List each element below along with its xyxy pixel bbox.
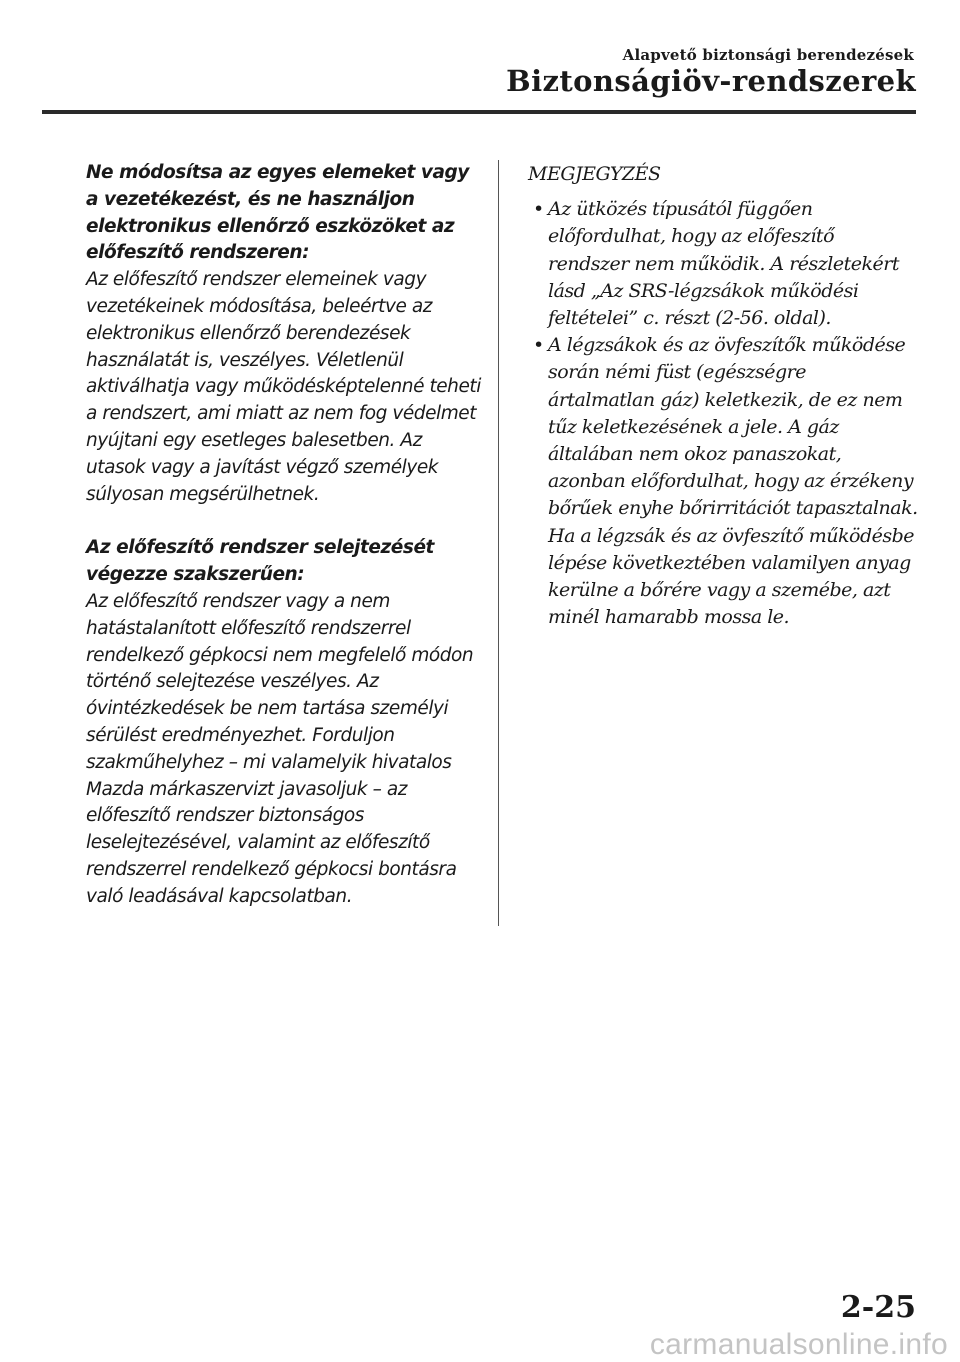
note-text: Az ütközés típusától függően előfordulhat, hogy az előfeszítő rendszer nem működik. A részletekért lásd „Az SRS-légzsákok működési feltételei” c. részt (2-56. oldal). xyxy=(548,198,899,330)
page-title: Biztonságiöv-rendszerek xyxy=(506,64,916,98)
page-number: 2-25 xyxy=(840,1290,916,1325)
note-text: A légzsákok és az övfeszítők működése során némi füst (egészségre ártalmatlan gáz) keletkezik, de ez nem tűz keletkezésének a jele. A gáz általában nem okoz panaszokat, azonban előfordulhat, hogy az érzékeny bőrűek enyhe bőrirritációt tapasztalnak. Ha a légzsák és az övfeszítő működésbe lépése következtében valamilyen anyag kerülne a bőrére vagy a szemébe, azt minél hamarabb mossa le. xyxy=(548,334,918,629)
warning-heading: Az előfeszítő rendszer selejtezését végezze szakszerűen: xyxy=(86,537,434,586)
bullet-icon: • xyxy=(533,334,544,357)
note-heading: MEGJEGYZÉS xyxy=(528,163,661,185)
warning-column xyxy=(86,160,482,911)
watermark: carmanualsonline.info xyxy=(649,1328,948,1361)
note-item xyxy=(528,332,918,631)
paragraph-spacer xyxy=(86,508,482,535)
note-column xyxy=(528,161,918,631)
note-list xyxy=(528,196,918,631)
warning-heading: Ne módosítsa az egyes elemeket vagy a vezetékezést, és ne használjon elektronikus ellenőrző eszközöket az előfeszítő rendszeren: xyxy=(86,162,469,264)
section-title: Alapvető biztonsági berendezések xyxy=(622,46,914,64)
bullet-icon: • xyxy=(533,198,544,221)
warning-body: Az előfeszítő rendszer elemeinek vagy vezetékeinek módosítása, beleértve az elektronikus ellenőrző berendezések használatát is, veszélyes. Véletlenül aktiválhatja vagy működésképtelenné teheti a rendszert, ami miatt az nem fog védelmet nyújtani egy esetleges balesetben. Az utasok vagy a javítást végző személyek súlyosan megsérülhetnek. xyxy=(86,269,481,505)
note-item xyxy=(528,196,918,332)
column-divider xyxy=(498,160,499,926)
header-divider xyxy=(42,110,916,114)
warning-body: Az előfeszítő rendszer vagy a nem hatástalanított előfeszítő rendszerrel rendelkező gépkocsi nem megfelelő módon történő selejtezése veszélyes. Az óvintézkedések be nem tartása személyi sérülést eredményezhet. Forduljon szakműhelyhez – mi valamelyik hivatalos Mazda márkaszervizt javasoljuk – az előfeszítő rendszer biztonságos leselejtezésével, valamint az előfeszítő rendszerrel rendelkező gépkocsi bontásra való leadásával kapcsolatban. xyxy=(86,590,474,907)
